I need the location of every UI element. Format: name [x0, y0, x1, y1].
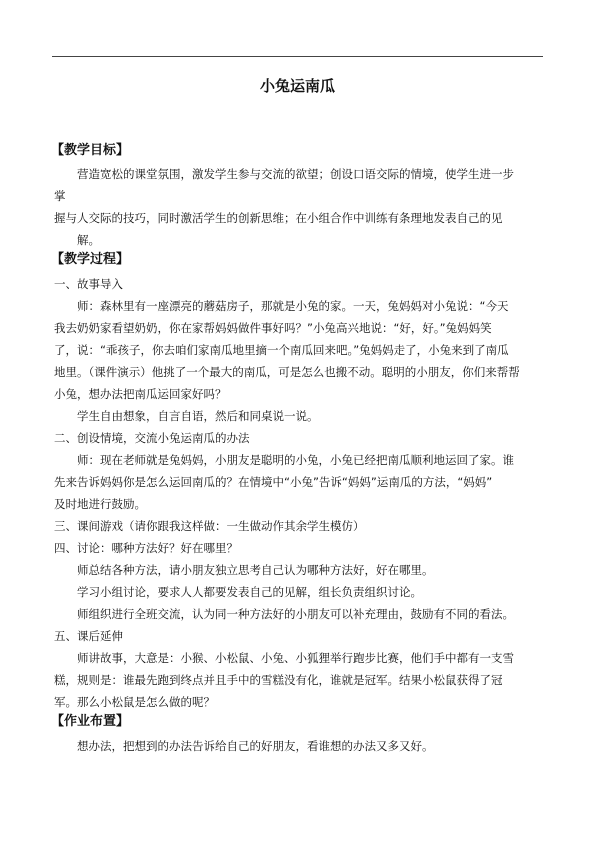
subheading-line: 三、课间游戏（请你跟我这样做：一生做动作其余学生模仿） — [54, 519, 365, 533]
paragraph-line: 师总结各种方法，请小朋友独立思考自己认为哪种方法好，好在哪里。 — [77, 563, 434, 577]
subheading-line: 一、故事导入 — [54, 277, 123, 291]
paragraph-line: 想办法，把想到的办法告诉给自己的好朋友，看谁想的办法又多又好。 — [77, 739, 434, 753]
paragraph-line: 握与人交际的技巧，同时激活学生的创新思维；在小组合作中训练有条理地发表自己的见 — [54, 211, 503, 225]
paragraph-line: 师：现在老师就是兔妈妈，小朋友是聪明的小兔，小兔已经把南瓜顺利地运回了家。谁 — [77, 453, 514, 467]
paragraph-line: 先来告诉妈妈你是怎么运回南瓜的？在情境中“小兔”告诉“妈妈”运南瓜的方法，“妈妈” — [54, 475, 493, 489]
paragraph-line: 师：森林里有一座漂亮的蘑菇房子，那就是小兔的家。一天，兔妈妈对小兔说：“今天 — [77, 299, 509, 313]
paragraph-line: 学习小组讨论，要求人人都要发表自己的见解，组长负责组织讨论。 — [77, 585, 422, 599]
paragraph-line: 师组织进行全班交流，认为同一种方法好的小朋友可以补充理由，鼓励有不同的看法。 — [77, 607, 514, 621]
paragraph-line: 营造宽松的课堂氛围，激发学生参与交流的欲望；创设口语交际的情境，使学生进一步 — [77, 167, 514, 181]
paragraph-line: 掌 — [54, 189, 66, 203]
paragraph-line: 地里。（课件演示）他挑了一个最大的南瓜，可是怎么也搬不动。聪明的小朋友，你们来帮帮 — [54, 365, 520, 379]
paragraph-line: 学生自由想象，自言自语，然后和同桌说一说。 — [77, 409, 319, 423]
paragraph-line: 糕，规则是：谁最先跑到终点并且手中的雪糕没有化，谁就是冠军。结果小松鼠获得了冠 — [54, 673, 503, 687]
section-heading-process: 【教学过程】 — [51, 252, 130, 267]
subheading-line: 五、课后延伸 — [54, 629, 123, 643]
paragraph-line: 了，说：“乖孩子，你去咱们家南瓜地里摘一个南瓜回来吧。”兔妈妈走了，小兔来到了南瓜 — [54, 343, 509, 357]
section-heading-homework: 【作业布置】 — [51, 714, 130, 729]
header-rule — [52, 56, 543, 57]
paragraph-line: 我去奶奶家看望奶奶，你在家帮妈妈做件事好吗？”小兔高兴地说：“好，好。”兔妈妈笑 — [54, 321, 492, 335]
subheading-line: 二、创设情境，交流小兔运南瓜的办法 — [54, 431, 250, 445]
paragraph-line: 军。那么小松鼠是怎么做的呢？ — [54, 695, 215, 709]
document-title: 小兔运南瓜 — [259, 77, 335, 95]
paragraph-line: 小兔，想办法把南瓜运回家好吗？ — [54, 387, 227, 401]
subheading-line: 四、讨论：哪种方法好？好在哪里？ — [54, 541, 238, 555]
paragraph-line: 及时地进行鼓励。 — [54, 497, 146, 511]
paragraph-line: 师讲故事，大意是：小猴、小松鼠、小兔、小狐狸举行跑步比赛，他们手中都有一支雪 — [77, 651, 514, 665]
section-heading-goals: 【教学目标】 — [51, 143, 130, 158]
paragraph-line: 解。 — [77, 233, 100, 247]
